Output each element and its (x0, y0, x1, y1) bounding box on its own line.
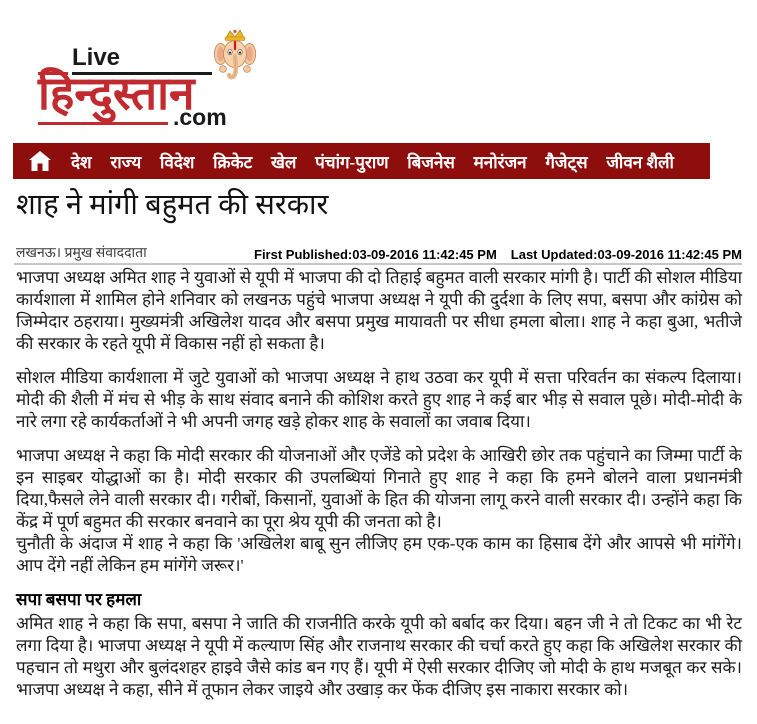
article-paragraph: भाजपा अध्यक्ष अमित शाह ने युवाओं से यूपी में भाजपा की दो तिहाई बहुमत वाली सरकार मांगी है। पार्टी की सोशल मीडिया कार्यशाला में शामिल होने शनिवार को लखनऊ पहुंचे भाजपा अध्यक्ष ने यूपी की दुर्दशा के लिए सपा, बसपा और कांग्रेस को जिम्मेदार ठहराया। मुख्यमंत्री अखिलेश यादव और बसपा प्रमुख मायावती पर सीधा हमला बोला। शाह ने कहा बुआ, भतीजे की सरकार के रहते यूपी में विकास नहीं हो सकता है। (16, 268, 742, 353)
site-logo[interactable] (38, 42, 268, 130)
home-icon (28, 150, 52, 172)
byline: लखनऊ। प्रमुख संवाददाता (16, 246, 147, 261)
publish-dates (254, 247, 742, 262)
nav-item-videsh[interactable]: विदेश (159, 152, 195, 172)
ganesha-mascot-icon (214, 28, 256, 106)
nav-item-jeevan-shaili[interactable]: जीवन शैली (606, 152, 674, 172)
main-navbar (13, 143, 710, 179)
article-title: शाह ने मांगी बहुमत की सरकार (16, 189, 329, 221)
article-paragraph: अमित शाह ने कहा कि सपा, बसपा ने जाति की राजनीति करके यूपी को बर्बाद कर दिया। बहन जी ने तो टिकट का भी रेट लगा दिया है। भाजपा अध्यक्ष ने यूपी में कल्याण सिंह और राजनाथ सरकार की चर्चा करते हुए कहा कि अखिलेश सरकार की पहचान तो मथुरा और बुलंदशहर हाइवे जैसे कांड बन गए हैं। यूपी में ऐसी सरकार दीजिए जो मोदी के हाथ मजबूत कर सके। भाजपा अध्यक्ष ने कहा, सीने में तूफान लेकर जाइये और उखाड़ कर फेंक दीजिए इस नाकारा सरकार को। (16, 614, 742, 699)
nav-items (71, 150, 700, 173)
article-body (16, 267, 742, 713)
article-paragraph: भाजपा अध्यक्ष ने कहा कि मोदी सरकार की योजनाओं और एजेंडे को प्रदेश के आखिरी छोर तक पहुंचाने का जिम्मा पार्टी के इन साइबर योद्धाओं का है। मोदी सरकार की उपलब्धियां गिनाते हुए शाह ने कहा कि हमने बोलने वाला प्रधानमंत्री दिया,फैसले लेने वाली सरकार दी। गरीबों, किसानों, युवाओं के हित की योजना लागू करने वाली सरकार दी। उन्होंने कहा कि केंद्र में पूर्ण बहुमत की सरकार बनवाने का पूरा श्रेय यूपी की जनता को है। (16, 446, 742, 531)
nav-item-panchang-puran[interactable]: पंचांग-पुराण (315, 152, 389, 172)
meta-divider (14, 263, 742, 265)
nav-item-cricket[interactable]: क्रिकेट (213, 152, 253, 172)
nav-item-rajya[interactable]: राज्य (110, 152, 142, 172)
nav-item-desh[interactable]: देश (71, 152, 92, 172)
nav-item-gadgets[interactable]: गैजेट्स (545, 152, 588, 172)
article-subheading: सपा बसपा पर हमला (16, 590, 142, 609)
nav-item-home[interactable] (27, 149, 53, 173)
nav-item-business[interactable]: बिजनेस (407, 152, 455, 172)
article-meta-row (16, 243, 742, 262)
first-published: First Published:03-09-2016 11:42:45 PM (254, 247, 497, 262)
last-updated: Last Updated:03-09-2016 11:42:45 PM (510, 247, 742, 262)
logo-brand-text: हिन्दुस्तान (38, 68, 195, 119)
nav-item-khel[interactable]: खेल (270, 152, 297, 172)
logo-live-label: Live (72, 44, 121, 71)
article-paragraph: सोशल मीडिया कार्यशाला में जुटे युवाओं को भाजपा अध्यक्ष ने हाथ उठवा कर यूपी में सत्ता परिवर्तन का संकल्प दिलाया। मोदी की शैली में मंच से भीड़ के साथ संवाद बनाने की कोशिश करते हुए शाह ने कई बार भीड़ से सवाल पूछे। मोदी-मोदी के नारे लगा रहे कार्यकर्ताओं ने भी अपनी जगह खड़े होकर शाह के सवालों का जवाब दिया। (16, 368, 742, 431)
logo-com-label: .com (173, 104, 227, 130)
logo-bottom-rule (38, 122, 168, 125)
nav-item-manoranjan[interactable]: मनोरंजन (473, 152, 527, 172)
article-paragraph: चुनौती के अंदाज में शाह ने कहा कि 'अखिलेश बाबू सुन लीजिए हम एक-एक काम का हिसाब देंगे और आपसे भी मांगेंगे। आप देंगे नहीं लेकिन हम मांगेंगे जरूर।' (16, 534, 742, 575)
